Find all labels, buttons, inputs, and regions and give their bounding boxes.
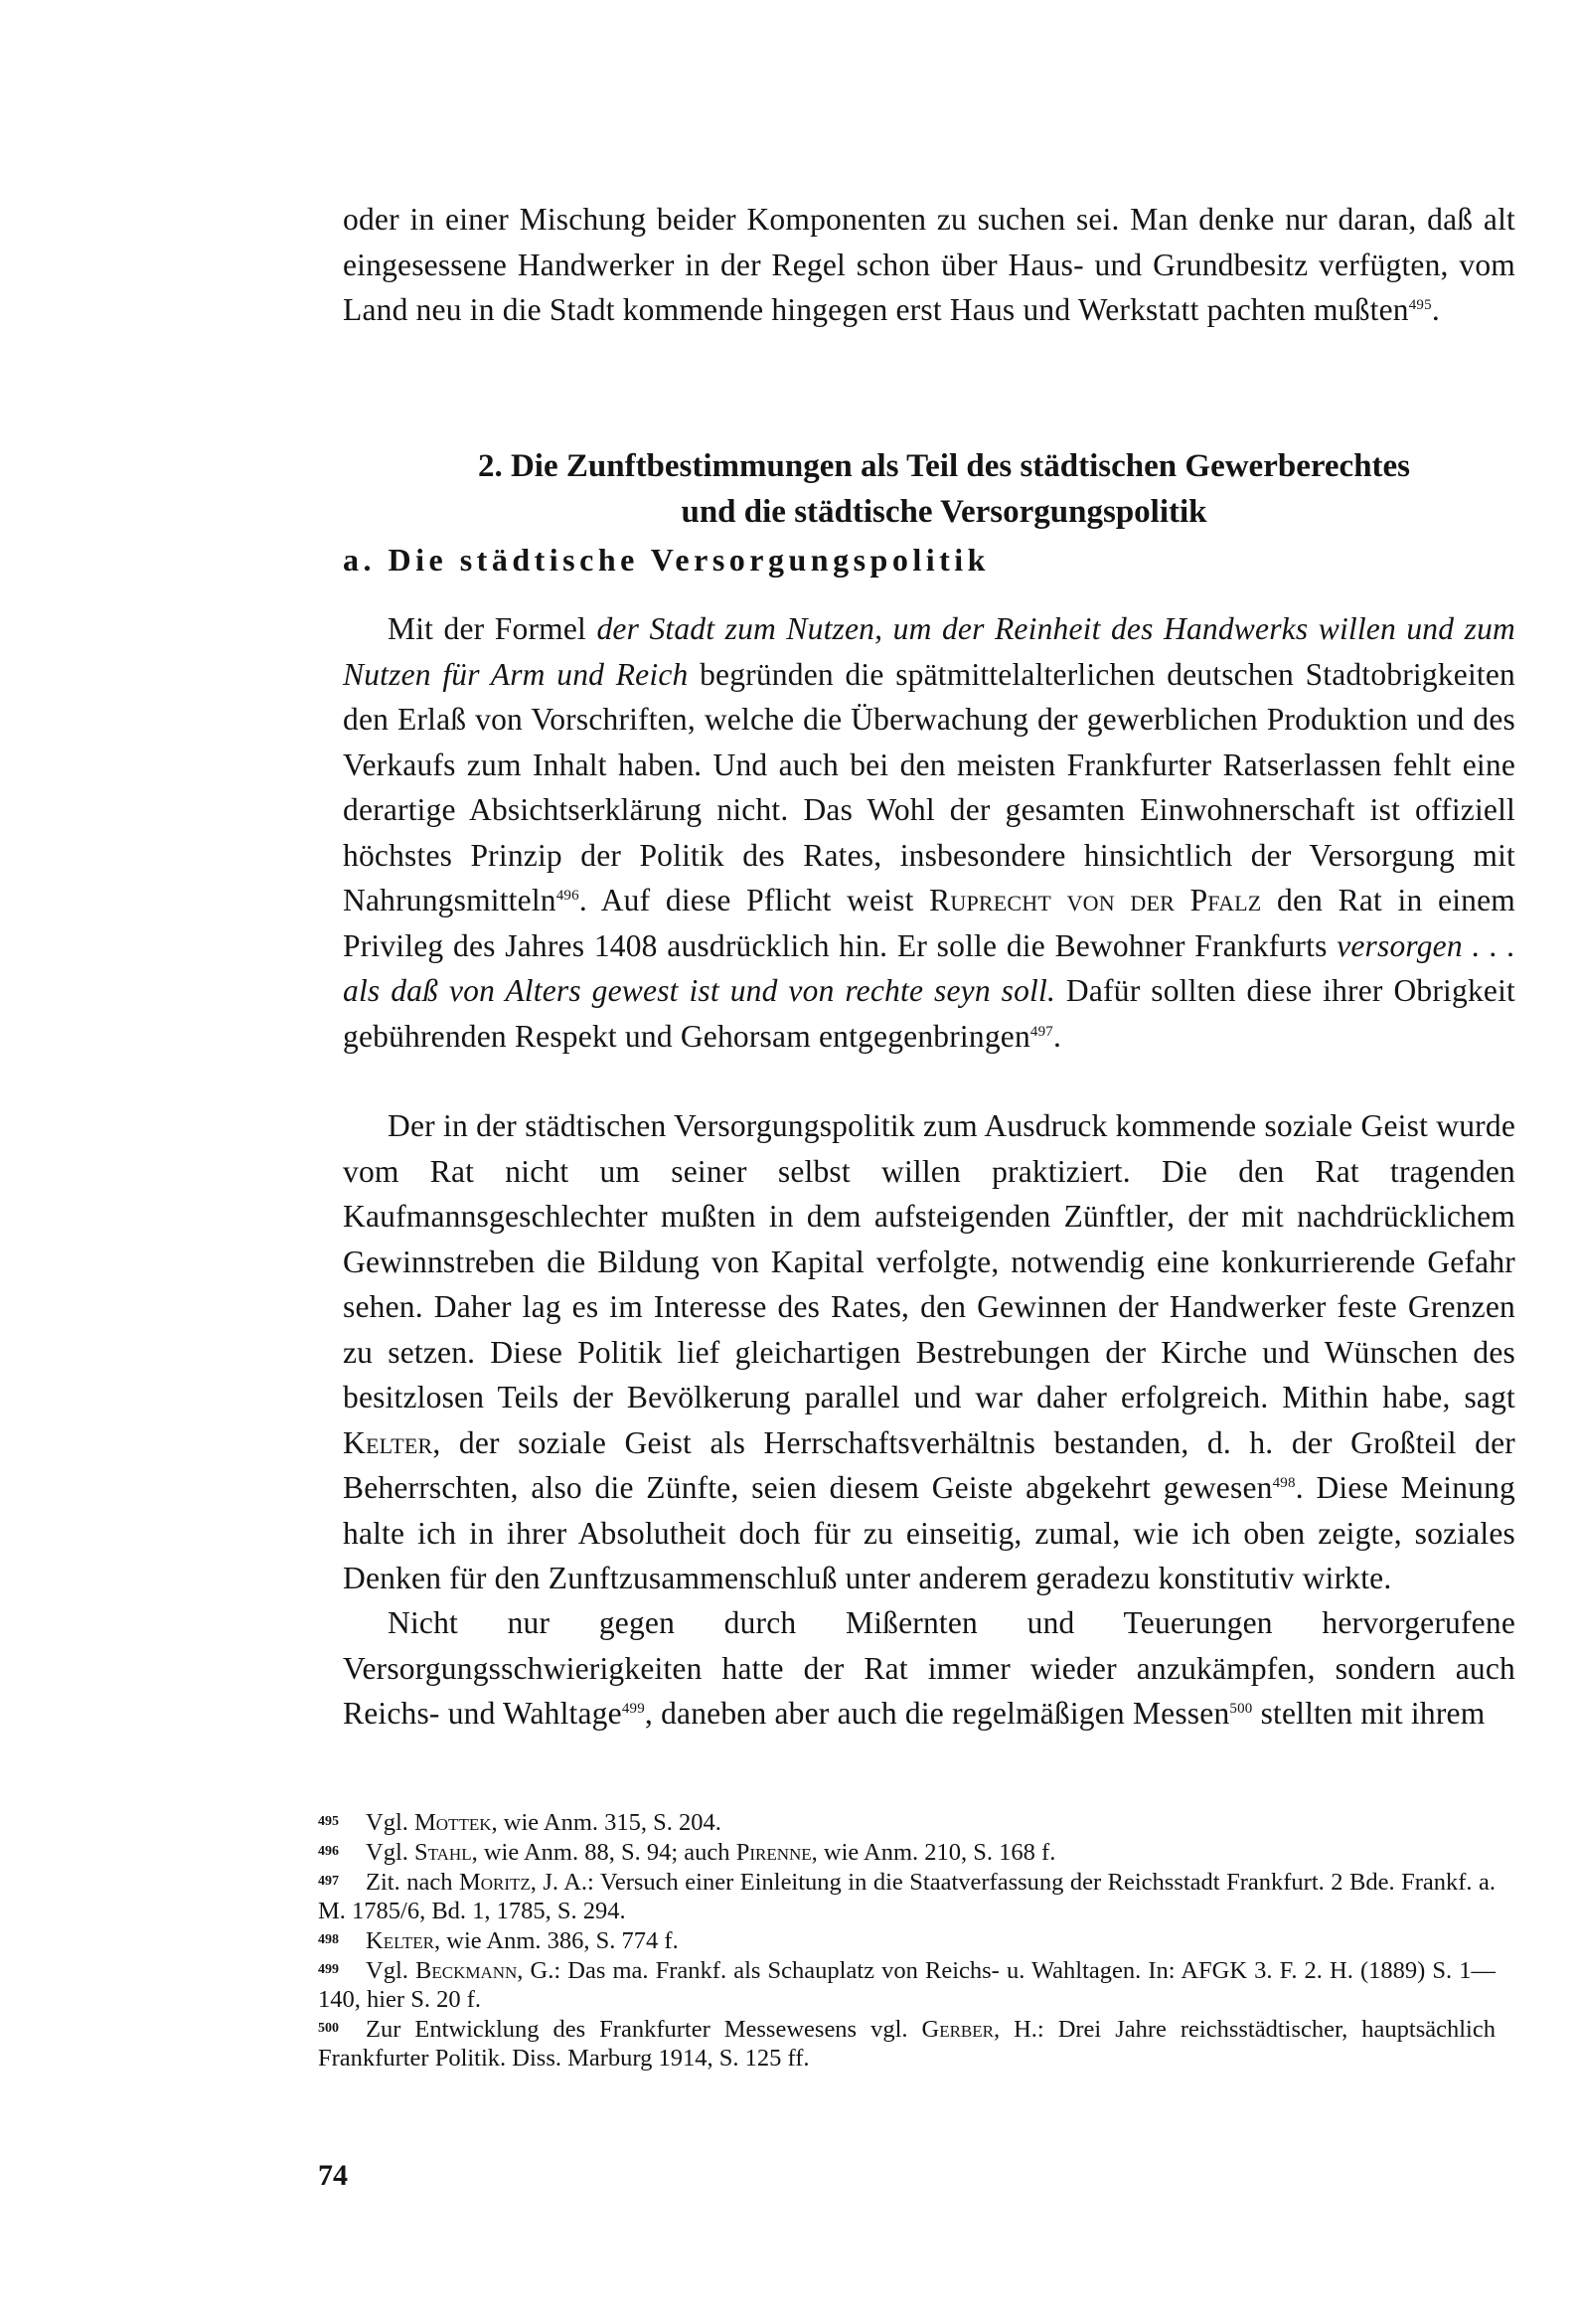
footnote-ref[interactable]: 497 bbox=[1029, 1023, 1054, 1040]
section-heading-line-2: und die städtische Versorgungspolitik bbox=[681, 494, 1207, 530]
page-number: 74 bbox=[318, 2159, 348, 2192]
section-heading-line-1: 2. Die Zunftbestimmungen als Teil des städtischen Gewerberechtes bbox=[477, 448, 1411, 484]
author-name: Kelter bbox=[343, 1424, 433, 1460]
author-name: Pirenne bbox=[735, 1839, 812, 1866]
author-name: Beckmann bbox=[415, 1957, 518, 1984]
footnote-number: 500 bbox=[318, 2021, 339, 2036]
section-heading bbox=[358, 443, 1530, 535]
author-name: Stahl bbox=[414, 1839, 472, 1866]
quote-formula: der Stadt zum Nutzen, um der Reinheit des Handwerks willen und zum Nutzen für Arm und Reich bbox=[343, 611, 1515, 692]
paragraph-2: Der in der städtischen Versorgungspolitik zum Ausdruck kommende soziale Geist wurde vom Rat nicht um seiner selbst willen praktiziert. Die den Rat tragenden Kaufmannsgeschlechter mußten in dem aufsteigenden Zünftler, der mit nachdrücklichem Gewinnstreben die Bildung von Kapital verfolgte, notwendig eine konkurrierende Gefahr sehen. Daher lag es im Interesse des Rates, den Gewinnen der Handwerker feste Grenzen zu setzen. Diese Politik lief gleichartigen Bestrebungen der Kirche und Wünschen des besitzlosen Teils der Bevölkerung parallel und war daher erfolgreich. Mithin habe, sagt Kelter, der soziale Geist als Herrschaftsverhältnis bestanden, d. h. der Großteil der Beherrschten, also die Zünfte, seien diesem Geiste abgekehrt gewesen$^{498}$. Diese Meinung halte ich in ihrer Absolutheit doch für zu einseitig, zumal, wie ich oben zeigte, soziales Denken für den Zunftzusammenschluß unter anderem geradezu konstitutiv wirkte. bbox=[343, 1108, 1515, 1595]
footnote-number: 498 bbox=[318, 1932, 339, 1947]
author-name: Ruprecht von der Pfalz bbox=[929, 883, 1262, 917]
subsection-heading: a. Die städtische Versorgungspolitik bbox=[343, 542, 990, 578]
footnote: 500 Zur Entwicklung des Frankfurter Messewesens vgl. Gerber, H.: Drei Jahre reichsstädtischer, hauptsächlich Frankfurter Politik. Diss. Marburg 1914, S. 125 ff. bbox=[318, 2016, 1496, 2072]
author-name: Gerber bbox=[921, 2016, 994, 2043]
footnote: 497 Zit. nach Moritz, J. A.: Versuch einer Einleitung in die Staatverfassung der Reichsstadt Frankfurt. 2 Bde. Frankf. a. M. 1785/6, Bd. 1, 1785, S. 294. bbox=[318, 1869, 1496, 1924]
footnote-number: 497 bbox=[318, 1874, 339, 1889]
author-name: Kelter bbox=[366, 1927, 435, 1954]
author-name: Mottek bbox=[414, 1809, 492, 1836]
footnotes bbox=[318, 1807, 1496, 2073]
footnote-ref[interactable]: 500 bbox=[1229, 1701, 1253, 1717]
intro-paragraph: oder in einer Mischung beider Komponenten zu suchen sei. Man denke nur daran, daß alt eingesessene Handwerker in der Regel schon über Haus- und Grundbesitz verfügten, vom Land neu in die Stadt kommende hingegen erst Haus und Werkstatt pachten mußten$^{495}$. bbox=[343, 202, 1515, 327]
footnote-number: 495 bbox=[318, 1814, 339, 1829]
footnote: 496 Vgl. Stahl, wie Anm. 88, S. 94; auch Pirenne, wie Anm. 210, S. 168 f. bbox=[318, 1839, 1056, 1866]
author-name: Moritz bbox=[458, 1869, 531, 1896]
paragraph-1: Mit der Formel der Stadt zum Nutzen, um der Reinheit des Handwerks willen und zum Nutzen für Arm und Reich begründen die spätmittelalterlichen deutschen Stadtobrigkeiten den Erlaß von Vorschriften, welche die Überwachung der gewerblichen Produktion und des Verkaufs zum Inhalt haben. Und auch bei den meisten Frankfurter Ratserlassen fehlt eine derartige Absichtserklärung nicht. Das Wohl der gesamten Einwohnerschaft ist offiziell höchstes Prinzip der Politik des Rates, insbesondere hinsichtlich der Versorgung mit Nahrungsmitteln$^{496}$. Auf diese Pflicht weist Ruprecht von der Pfalz den Rat in einem Privileg des Jahres 1408 ausdrücklich hin. Er solle die Bewohner Frankfurts versorgen . . . als daß von Alters gewest ist und von rechte seyn soll. Dafür sollten diese ihrer Obrigkeit gebührenden Respekt und Gehorsam entgegenbringen$^{497}$. bbox=[343, 611, 1515, 1054]
footnote: 495 Vgl. Mottek, wie Anm. 315, S. 204. bbox=[318, 1809, 721, 1836]
paragraph-3: Nicht nur gegen durch Mißernten und Teuerungen hervorgerufene Versorgungsschwierigkeiten hatte der Rat immer wieder anzukämpfen, sondern auch Reichs- und Wahltage$^{499}$, daneben aber auch die regelmäßigen Messen$^{500}$ stellten mit ihrem bbox=[343, 1605, 1515, 1731]
footnote-ref[interactable]: 495 bbox=[1408, 297, 1432, 313]
footnote-number: 499 bbox=[318, 1962, 339, 1977]
quote-privilege: versorgen . . . als daß von Alters gewest ist und von rechte seyn soll. bbox=[343, 927, 1515, 1008]
footnote-ref[interactable]: 498 bbox=[1272, 1475, 1296, 1491]
footnote-ref[interactable]: 496 bbox=[555, 888, 579, 904]
footnote: 498 Kelter, wie Anm. 386, S. 774 f. bbox=[318, 1927, 679, 1954]
footnote: 499 Vgl. Beckmann, G.: Das ma. Frankf. als Schauplatz von Reichs- u. Wahltagen. In: AFGK 3. F. 2. H. (1889) S. 1—140, hier S. 20 f. bbox=[318, 1957, 1497, 2013]
footnote-number: 496 bbox=[318, 1844, 339, 1859]
footnote-ref[interactable]: 499 bbox=[621, 1701, 645, 1717]
